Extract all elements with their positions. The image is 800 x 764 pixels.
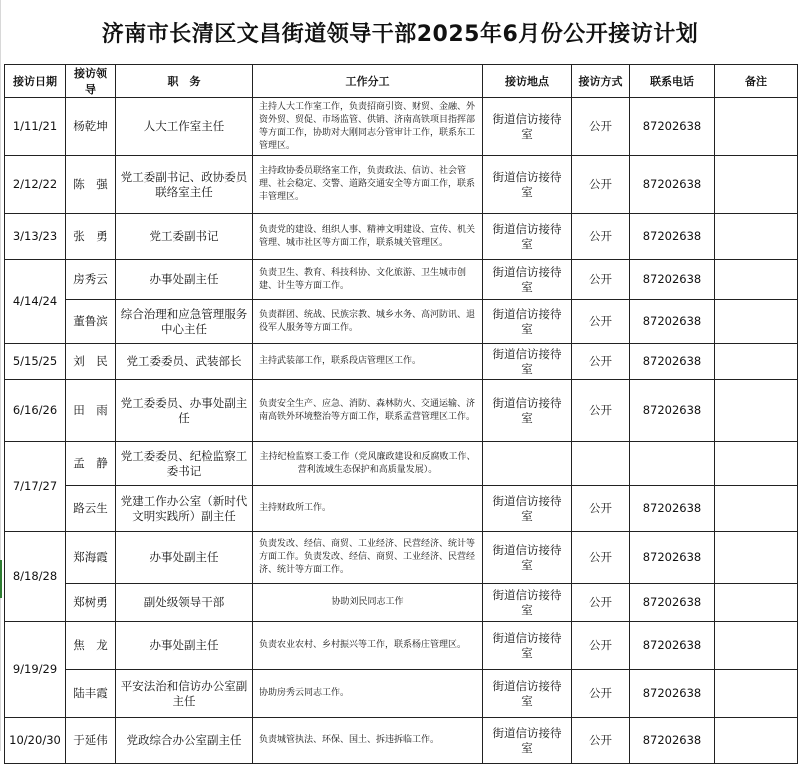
cell-leader: 于延伟	[66, 718, 116, 764]
cell-position: 党工委副书记	[116, 214, 253, 260]
cell-position: 办事处副主任	[116, 622, 253, 670]
cell-leader: 田 雨	[66, 380, 116, 442]
cell-method: 公开	[572, 718, 630, 764]
cell-method: 公开	[572, 344, 630, 380]
cell-phone: 87202638	[630, 584, 715, 622]
cell-remark	[715, 156, 798, 214]
table-row	[5, 670, 798, 718]
header-location: 接访地点	[483, 65, 572, 98]
cell-leader: 郑海霞	[66, 532, 116, 584]
cell-leader: 陈 强	[66, 156, 116, 214]
cell-method: 公开	[572, 622, 630, 670]
cell-method: 公开	[572, 532, 630, 584]
cell-location: 街道信访接待室	[483, 670, 572, 718]
cell-duty: 主持武装部工作，联系段店管理区工作。	[253, 344, 483, 380]
cell-phone: 87202638	[630, 622, 715, 670]
cell-method: 公开	[572, 670, 630, 718]
cell-duty: 主持纪检监察工委工作（党风廉政建设和反腐败工作、营利流域生态保护和高质量发展）。	[253, 442, 483, 486]
header-row	[5, 65, 798, 98]
cell-date: 9/19/29	[5, 622, 66, 718]
cell-duty: 负责党的建设、组织人事、精神文明建设、宣传、机关管理、城市社区等方面工作，联系城关管理区。	[253, 214, 483, 260]
table-row	[5, 718, 798, 764]
cell-position: 党工委委员、办事处副主任	[116, 380, 253, 442]
cell-duty: 负责群团、统战、民族宗教、城乡水务、高河防讯、退役军人服务等方面工作。	[253, 300, 483, 344]
cell-remark	[715, 344, 798, 380]
cell-location: 街道信访接待室	[483, 98, 572, 156]
cell-location	[483, 442, 572, 486]
table-row	[5, 486, 798, 532]
cell-leader: 路云生	[66, 486, 116, 532]
cell-duty: 负责农业农村、乡村振兴等工作，联系杨庄管理区。	[253, 622, 483, 670]
table-row	[5, 380, 798, 442]
cell-date: 4/14/24	[5, 260, 66, 344]
cell-leader: 房秀云	[66, 260, 116, 300]
cell-location: 街道信访接待室	[483, 532, 572, 584]
cell-date: 3/13/23	[5, 214, 66, 260]
cell-phone: 87202638	[630, 344, 715, 380]
table-row	[5, 98, 798, 156]
cell-remark	[715, 98, 798, 156]
header-date: 接访日期	[5, 65, 66, 98]
cell-remark	[715, 300, 798, 344]
cell-phone: 87202638	[630, 214, 715, 260]
cell-location: 街道信访接待室	[483, 718, 572, 764]
table-row	[5, 260, 798, 300]
cell-remark	[715, 486, 798, 532]
cell-position: 人大工作室主任	[116, 98, 253, 156]
cell-method: 公开	[572, 380, 630, 442]
cell-leader: 董鲁滨	[66, 300, 116, 344]
cell-position: 办事处副主任	[116, 532, 253, 584]
cell-duty: 主持政协委员联络室工作，负责政法、信访、社会管理、社会稳定、交警、道路交通安全等方面工作，联系丰管理区。	[253, 156, 483, 214]
cell-remark	[715, 622, 798, 670]
table-row	[5, 584, 798, 622]
cell-position: 平安法治和信访办公室副主任	[116, 670, 253, 718]
header-phone: 联系电话	[630, 65, 715, 98]
table-row	[5, 214, 798, 260]
cell-phone	[630, 442, 715, 486]
cell-remark	[715, 670, 798, 718]
cell-position: 党工委委员、纪检监察工委书记	[116, 442, 253, 486]
cell-date: 8/18/28	[5, 532, 66, 622]
cell-date: 10/20/30	[5, 718, 66, 764]
cell-location: 街道信访接待室	[483, 622, 572, 670]
header-method: 接访方式	[572, 65, 630, 98]
cell-location: 街道信访接待室	[483, 380, 572, 442]
cell-duty: 负责安全生产、应急、消防、森林防火、交通运输、济南高铁外环境整治等方面工作，联系孟营管理区工作。	[253, 380, 483, 442]
cell-method: 公开	[572, 156, 630, 214]
table-row	[5, 442, 798, 486]
selection-marker	[0, 560, 2, 598]
cell-date: 7/17/27	[5, 442, 66, 532]
cell-duty: 负责卫生、教育、科技科协、文化旅游、卫生城市创建、计生等方面工作。	[253, 260, 483, 300]
cell-method: 公开	[572, 300, 630, 344]
cell-phone: 87202638	[630, 156, 715, 214]
cell-location: 街道信访接待室	[483, 344, 572, 380]
header-position: 职 务	[116, 65, 253, 98]
cell-location: 街道信访接待室	[483, 260, 572, 300]
cell-leader: 郑树勇	[66, 584, 116, 622]
cell-location: 街道信访接待室	[483, 300, 572, 344]
cell-method: 公开	[572, 214, 630, 260]
cell-location: 街道信访接待室	[483, 486, 572, 532]
cell-remark	[715, 584, 798, 622]
cell-position: 综合治理和应急管理服务中心主任	[116, 300, 253, 344]
cell-position: 副处级领导干部	[116, 584, 253, 622]
cell-phone: 87202638	[630, 532, 715, 584]
cell-position: 党建工作办公室（新时代文明实践所）副主任	[116, 486, 253, 532]
cell-date: 5/15/25	[5, 344, 66, 380]
cell-remark	[715, 532, 798, 584]
page-title: 济南市长清区文昌街道领导干部2025年6月份公开接访计划	[101, 21, 699, 47]
cell-location: 街道信访接待室	[483, 214, 572, 260]
cell-phone: 87202638	[630, 260, 715, 300]
cell-leader: 刘 民	[66, 344, 116, 380]
table-row	[5, 300, 798, 344]
header-remark: 备注	[715, 65, 798, 98]
cell-location: 街道信访接待室	[483, 156, 572, 214]
cell-remark	[715, 260, 798, 300]
cell-method	[572, 442, 630, 486]
cell-leader: 孟 静	[66, 442, 116, 486]
cell-position: 党工委副书记、政协委员联络室主任	[116, 156, 253, 214]
cell-method: 公开	[572, 584, 630, 622]
cell-remark	[715, 718, 798, 764]
cell-position: 党工委委员、武装部长	[116, 344, 253, 380]
cell-method: 公开	[572, 260, 630, 300]
cell-phone: 87202638	[630, 486, 715, 532]
sheet-left-edge	[0, 0, 1, 751]
cell-duty: 主持人大工作室工作，负责招商引资、财贸、金融、外资外贸、贸促、市场监管、供销、济南高铁项目指挥部等方面工作，协助对大刚同志分管审计工作，联系东工管理区。	[253, 98, 483, 156]
cell-leader: 张 勇	[66, 214, 116, 260]
cell-location: 街道信访接待室	[483, 584, 572, 622]
cell-duty: 负责城管执法、环保、国土、拆违拆临工作。	[253, 718, 483, 764]
cell-date: 6/16/26	[5, 380, 66, 442]
schedule-table	[4, 64, 798, 764]
table-row	[5, 344, 798, 380]
cell-phone: 87202638	[630, 718, 715, 764]
cell-remark	[715, 380, 798, 442]
cell-position: 办事处副主任	[116, 260, 253, 300]
header-duty: 工作分工	[253, 65, 483, 98]
header-leader: 接访领导	[66, 65, 116, 98]
cell-method: 公开	[572, 486, 630, 532]
cell-leader: 陆丰霞	[66, 670, 116, 718]
cell-leader: 杨乾坤	[66, 98, 116, 156]
cell-phone: 87202638	[630, 98, 715, 156]
cell-duty: 协助刘民同志工作	[253, 584, 483, 622]
cell-phone: 87202638	[630, 380, 715, 442]
cell-duty: 协助房秀云同志工作。	[253, 670, 483, 718]
table-row	[5, 156, 798, 214]
cell-method: 公开	[572, 98, 630, 156]
cell-phone: 87202638	[630, 300, 715, 344]
cell-position: 党政综合办公室副主任	[116, 718, 253, 764]
cell-remark	[715, 442, 798, 486]
cell-remark	[715, 214, 798, 260]
cell-duty: 主持财政所工作。	[253, 486, 483, 532]
table-row	[5, 532, 798, 584]
cell-duty: 负责发改、经信、商贸、工业经济、民营经济、统计等方面工作。负责发改、经信、商贸、工业经济、民营经济、统计等方面工作。	[253, 532, 483, 584]
cell-date: 1/11/21	[5, 98, 66, 156]
cell-date: 2/12/22	[5, 156, 66, 214]
table-row	[5, 622, 798, 670]
cell-leader: 焦 龙	[66, 622, 116, 670]
cell-phone: 87202638	[630, 670, 715, 718]
